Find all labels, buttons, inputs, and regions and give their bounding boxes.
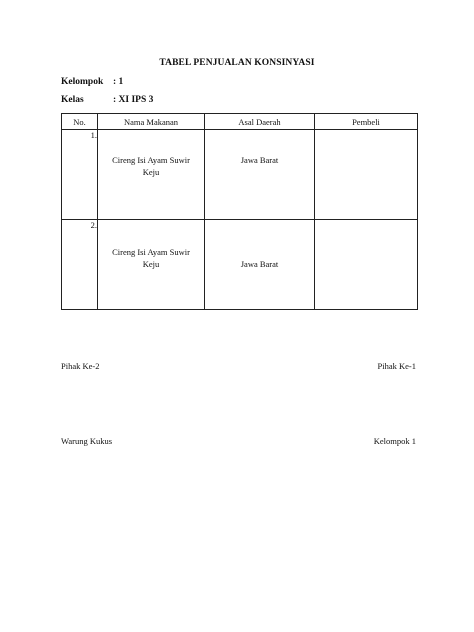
region-text: Jawa Barat [240,259,279,269]
food-name-cell [98,220,205,310]
kelompok-label: Kelompok [61,77,104,87]
food-name-line: Cireng Isi Ayam Suwir [112,247,190,257]
buyer-cell [315,130,418,220]
header-asal-daerah: Asal Daerah [205,114,315,130]
region-cell [205,130,315,220]
region-text: Jawa Barat [240,155,279,165]
food-name-line: Keju [142,166,160,177]
right-party-name: Kelompok 1 [373,436,416,446]
food-name-cell [98,130,205,220]
right-party-label: Pihak Ke-1 [377,361,416,371]
buyer-cell [315,220,418,310]
food-name-line: Cireng Isi Ayam Suwir [112,155,190,165]
food-name-line: Keju [142,258,160,269]
row-number: 2. [62,220,98,310]
kelas-value: : XI IPS 3 [113,95,154,105]
left-party-label: Pihak Ke-2 [61,361,100,371]
kelas-row [61,95,261,107]
header-no: No. [62,114,98,130]
left-party-name: Warung Kukus [61,436,113,446]
sales-table [61,113,418,310]
kelas-label: Kelas [61,95,84,105]
header-nama-makanan: Nama Makanan [98,114,205,130]
kelompok-row [61,77,261,89]
header-pembeli: Pembeli [315,114,418,130]
table-row [62,130,418,220]
table-row [62,220,418,310]
table-header-row [62,114,418,130]
kelompok-value: : 1 [113,77,124,87]
region-cell [205,220,315,310]
row-number: 1. [62,130,98,220]
document-title: TABEL PENJUALAN KONSINYASI [159,58,315,68]
